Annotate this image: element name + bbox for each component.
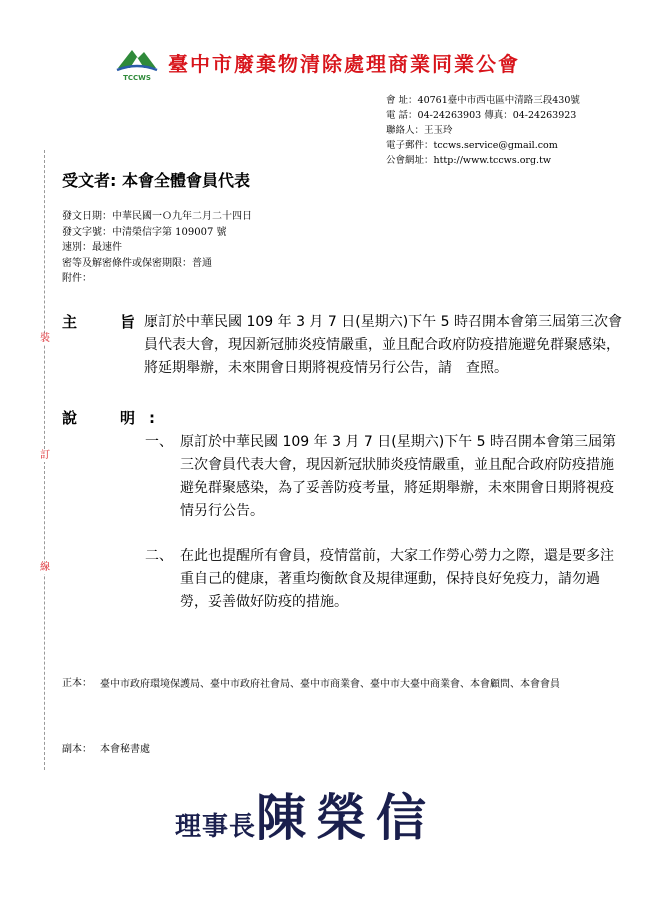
explanation-label: 說 明: (62, 409, 169, 427)
explanation-item-text: 原訂於中華民國 109 年 3 月 7 日(星期六)下午 5 時召開本會第三屆第三次會員代表大會，現因新冠狀肺炎疫情嚴重，並且配合政府防疫措施避免群聚感染，為了妥善防疫考量，將延期舉辦，未來開會日期將視疫情另行公告。 (180, 434, 616, 519)
contact-address: 會 址：40761臺中市西屯區中清路三段430號 (386, 95, 580, 106)
binding-mark-ding: 訂 (40, 450, 50, 461)
confidentiality: 密等及解密條件或保密期限：普通 (62, 257, 212, 269)
contact-phone: 電 話：04-24263903 傳真：04-24263923 (386, 110, 577, 121)
explanation-item-number: 一、 (145, 434, 173, 450)
contact-block (386, 93, 580, 168)
primary-recipients: 臺中市政府環境保護局、臺中市政府社會局、臺中市商業會、臺中市大臺中商業會、本會顧問、本會會員 (100, 679, 560, 690)
organization-name: 臺中市廢棄物清除處理商業同業公會 (168, 52, 520, 76)
binding-mark-xian: 線 (40, 562, 50, 573)
logo-caption: TCCWS (123, 74, 151, 82)
contact-person: 聯絡人：王玉玲 (386, 125, 453, 136)
document-number: 發文字號：中清榮信字第 109007 號 (62, 226, 227, 238)
recipient-line: 受文者: 本會全體會員代表 (62, 171, 250, 190)
signature (175, 778, 437, 847)
subject-text: 原訂於中華民國 109 年 3 月 7 日(星期六)下午 5 時召開本會第三屆第三次會員代表大會，現因新冠肺炎疫情嚴重，並且配合政府防疫措施避免群聚感染，將延期舉辦，未來開會日期將視疫情另行公告，請 查照。 (144, 314, 622, 376)
binding-mark-zhuang: 裝 (40, 333, 50, 344)
explanation-item-text: 在此也提醒所有會員，疫情當前，大家工作勞心勞力之際，還是要多注重自己的健康，著重均衡飲食及規律運動，保持良好免疫力，請勿過勞，妥善做好防疫的措施。 (180, 548, 614, 610)
document-meta (62, 209, 252, 287)
copy-recipients-label: 副本： (62, 744, 92, 755)
logo-icon (114, 42, 160, 82)
attachments: 附件： (62, 273, 92, 284)
primary-recipients-label: 正本： (62, 678, 92, 689)
contact-website: 公會網址：http://www.tccws.org.tw (386, 155, 552, 166)
signature-title: 理事長 (175, 812, 257, 842)
explanation-item-number: 二、 (145, 548, 173, 564)
signature-name: 陳榮信 (256, 789, 437, 847)
contact-email: 電子郵件：tccws.service@gmail.com (386, 140, 558, 151)
copy-recipients: 本會秘書處 (100, 744, 150, 755)
issue-date: 發文日期：中華民國一Ｏ九年二月二十四日 (62, 211, 252, 222)
urgency: 速別：最速件 (62, 242, 122, 253)
subject-label: 主 旨： (62, 313, 179, 331)
association-logo (114, 42, 160, 82)
